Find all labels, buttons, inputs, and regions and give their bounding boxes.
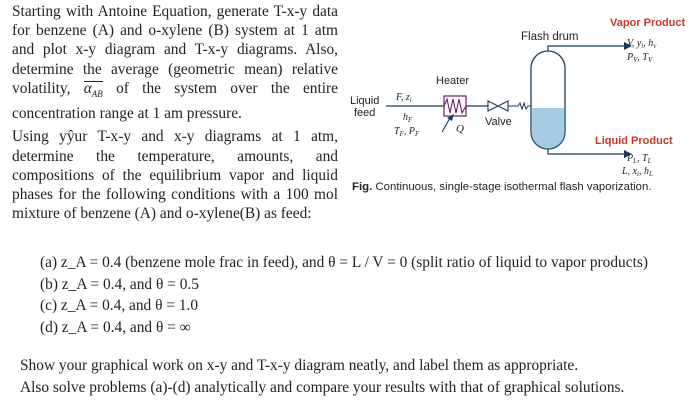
intro-text: Starting with Antoine Equation, generate T-x-y data for benzene (A) and o-xylene (B) system at 1 atm and plot x-y diagram and T-x-y diagrams. Also, determine the average (geometric mean) relative volatility, xyxy=(12,3,338,97)
problem-using: Using yŷur T-x-y and x-y diagrams at 1 atm, determine the temperature, amounts, and compositions of the equilibrium vapor and liquid phases for the following conditions with a 100 mol mixture of benzene (A) and o-xylene(B) as feed: xyxy=(12,128,338,223)
liquid-vars-2: L, $x_i$, $h_L$ xyxy=(622,166,653,178)
valve-left-icon xyxy=(488,101,498,111)
heat-input-line xyxy=(442,118,450,132)
caption-text: Continuous, single-stage isothermal flash vaporization. xyxy=(375,181,652,193)
alpha-subscript: AB xyxy=(91,88,103,99)
feed-vars-3: $T_F$, $P_F$ xyxy=(394,126,420,138)
vapor-vars-1: V, $y_i$, $h_v$ xyxy=(627,38,657,50)
valve-right-icon xyxy=(498,101,508,111)
caption-prefix: Fig. xyxy=(352,181,373,193)
heat-input-arrow xyxy=(447,114,454,121)
feed-vars-2: $h_F$ xyxy=(403,112,413,124)
part-b: (b) z_A = 0.4, and θ = 0.5 xyxy=(40,275,199,293)
vapor-vars-2: $P_V$, $T_V$ xyxy=(627,52,653,64)
heat-label: Q xyxy=(456,123,464,135)
alpha-char: α xyxy=(83,79,92,97)
liquid-feed-label-2: feed xyxy=(354,107,376,119)
flash-diagram xyxy=(348,8,698,198)
inlet-nozzle xyxy=(508,103,531,109)
heater-coil-icon xyxy=(444,99,466,113)
flash-figure xyxy=(348,8,698,198)
liquid-level xyxy=(531,108,565,149)
part-a: (a) z_A = 0.4 (benzene mole frac in feed), and θ = L / V = 0 (split ratio of liquid to vapor products) xyxy=(40,254,648,271)
intro-end-text: of the system over the entire concentration range at 1 am pressure. xyxy=(12,79,338,123)
problem-intro xyxy=(12,2,338,123)
parts-list xyxy=(40,252,648,338)
vapor-product-label: Vapor Product xyxy=(610,17,686,29)
closing-line-1: Show your graphical work on x-y and T-x-y diagram neatly, and label them as appropriate. xyxy=(20,357,579,374)
part-d: (d) z_A = 0.4, and θ = ∞ xyxy=(40,318,191,336)
valve-label: Valve xyxy=(485,116,512,128)
liquid-feed-label-1: Liquid xyxy=(350,95,380,107)
alpha-overbar xyxy=(84,81,103,83)
liquid-line xyxy=(548,149,624,154)
feed-vars-1: F, $z_i$ xyxy=(396,92,412,104)
flash-drum-label: Flash drum xyxy=(521,31,579,43)
problem-statement xyxy=(12,2,338,223)
part-c: (c) z_A = 0.4, and θ = 1.0 xyxy=(40,297,199,314)
closing-instructions xyxy=(20,355,624,399)
liquid-product-label: Liquid Product xyxy=(595,135,673,147)
vapor-line xyxy=(548,46,624,51)
heater-label: Heater xyxy=(436,75,470,87)
closing-line-2: Also solve problems (a)-(d) analytically and compare your results with that of graphical solutions. xyxy=(20,379,625,396)
figure-caption xyxy=(352,181,651,193)
liquid-vars-1: $P_L$, $T_L$ xyxy=(627,153,652,165)
alpha-symbol xyxy=(84,80,103,97)
